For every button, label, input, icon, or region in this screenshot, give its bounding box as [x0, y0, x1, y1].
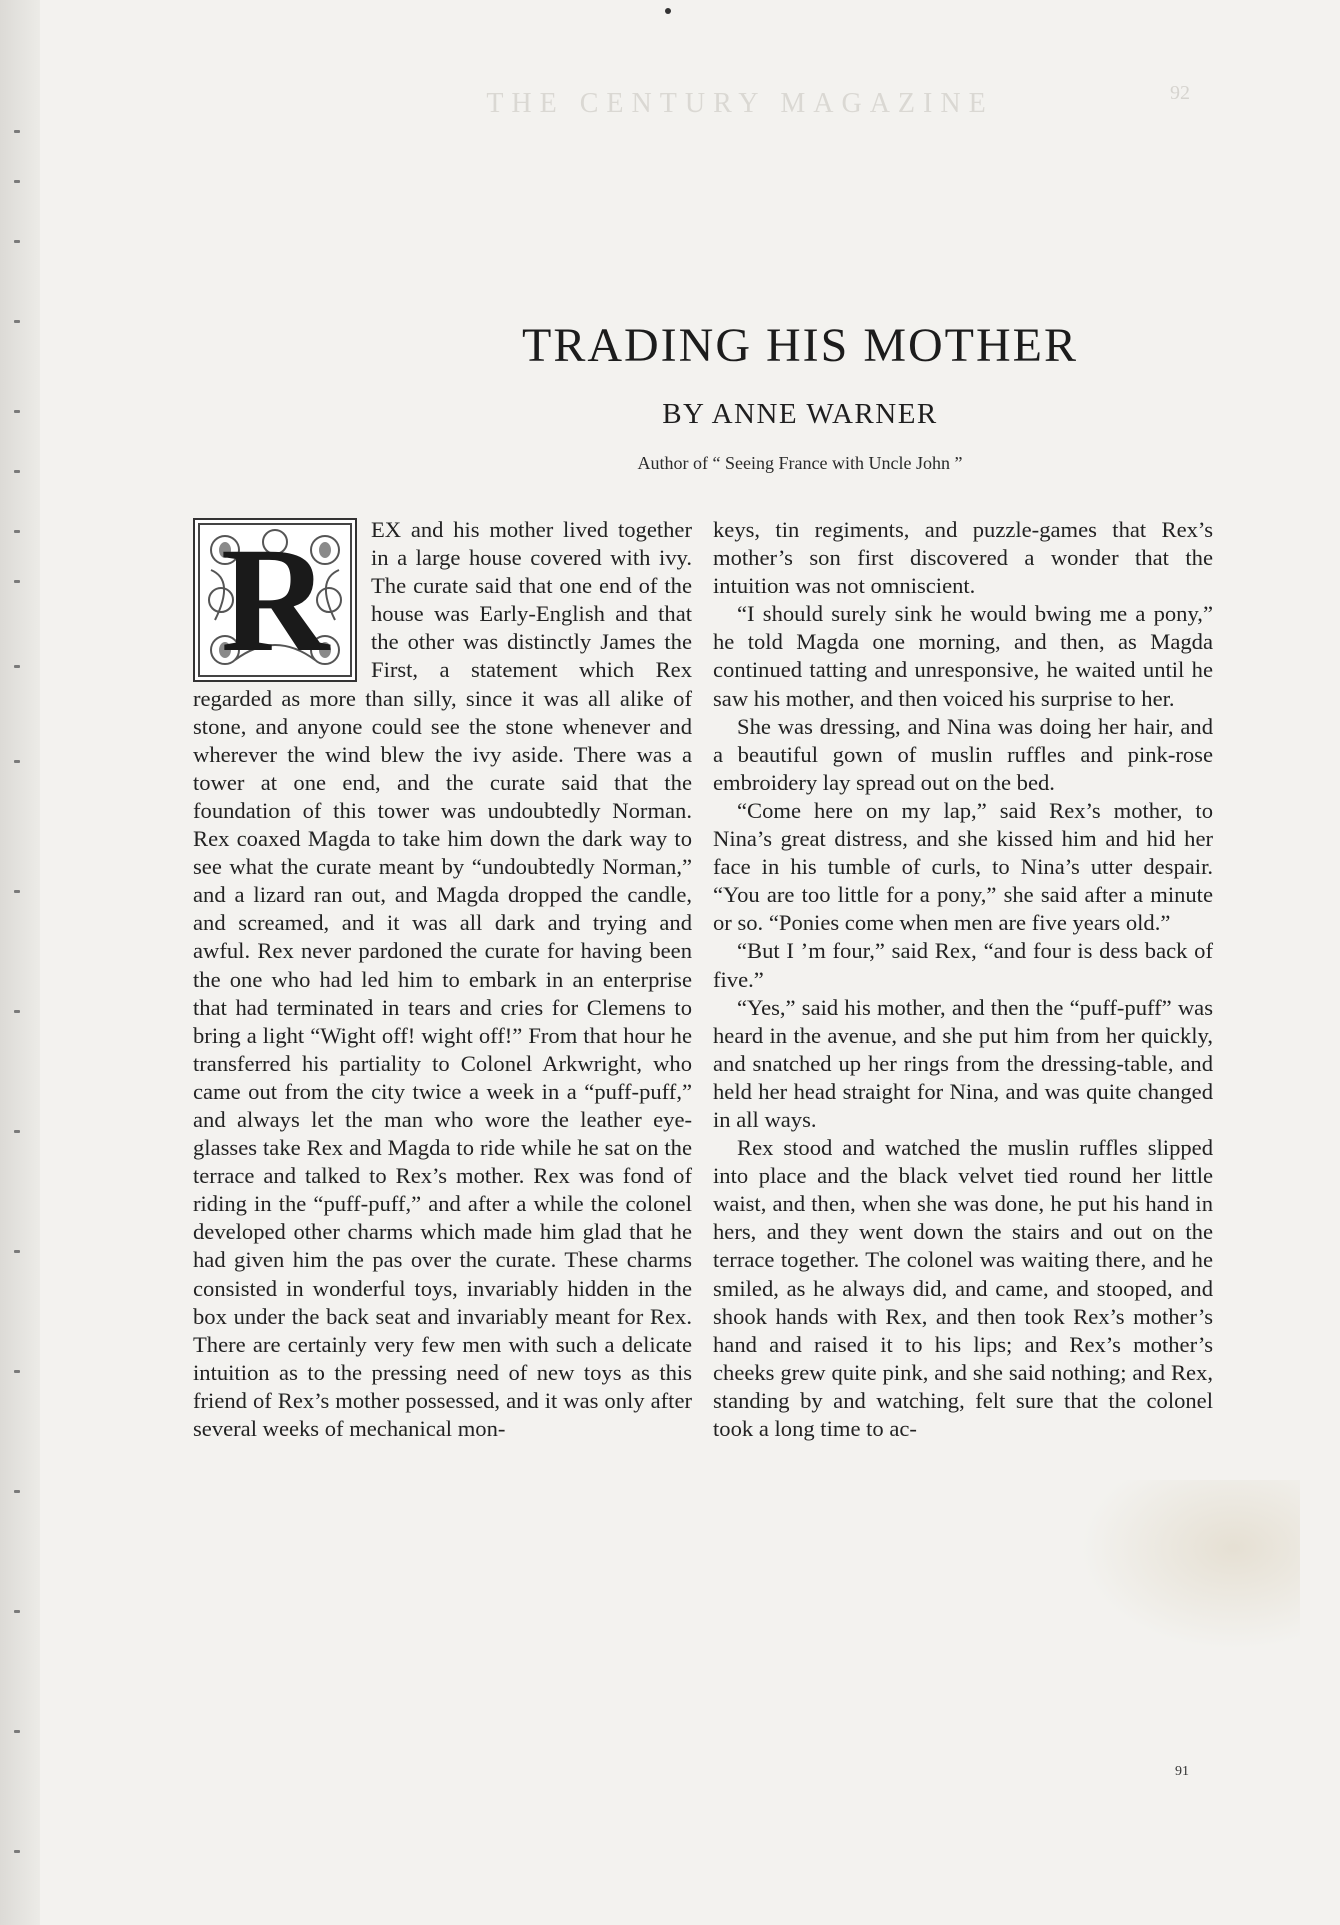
binding-mark [14, 470, 20, 473]
paragraph: keys, tin regiments, and puzzle-games that Rex’s mother’s son first discovered a wonder that the intuition was not omniscient. [713, 517, 1213, 599]
binding-mark [14, 760, 20, 763]
article-byline: BY ANNE WARNER [662, 398, 938, 430]
binding-mark [14, 130, 20, 133]
binding-mark [14, 240, 20, 243]
left-column [193, 516, 692, 1443]
paragraph: “Come here on my lap,” said Rex’s mother, to Nina’s great distress, and she kissed him and hid her face in his tumble of curls, to Nina’s utter despair. “You are too little for a pony,” she said after a minute or so. “Ponies come when men are five years old.” [713, 797, 1213, 936]
paragraph: “Yes,” said his mother, and then the “puff-puff” was heard in the avenue, and she put him from her quickly, and snatched up her rings from the dressing-table, and held her head straight for Nina, and was quite changed in all ways. [713, 994, 1213, 1132]
binding-mark [14, 1130, 20, 1133]
paragraph: Rex stood and watched the muslin ruffles slipped into place and the black velvet tied round her little waist, and then, when she was done, he put his hand in hers, and they went down the stairs and out on the terrace together. The colonel was waiting there, and he smiled, as he always did, and came, and stooped, and shook hands with Rex, and then took Rex’s mother’s hand and raised it to his lips; and Rex’s mother’s cheeks grew quite pink, and she said nothing; and Rex, standing by and watching, felt sure that the colonel took a long time to ac- [713, 1135, 1213, 1441]
ornamental-drop-cap [193, 518, 357, 682]
binding-mark [14, 1370, 20, 1373]
binding-mark [14, 320, 20, 323]
author-note: Author of “ Seeing France with Uncle John ” [637, 453, 963, 473]
page-ref-bleedthrough: 92 [1170, 82, 1190, 104]
binding-mark [14, 580, 20, 583]
binding-mark [14, 1010, 20, 1013]
binding-mark [14, 530, 20, 533]
article-title: TRADING HIS MOTHER [522, 319, 1078, 372]
binding-mark [14, 1610, 20, 1613]
binding-mark [14, 1250, 20, 1253]
binding-mark [14, 1850, 20, 1853]
binding-mark [14, 665, 20, 668]
right-column [713, 516, 1213, 1443]
running-head-bleedthrough: THE CENTURY MAGAZINE [486, 88, 994, 119]
binding-mark [14, 1490, 20, 1493]
page-edge [0, 0, 40, 1925]
paragraph: “I should surely sink he would bwing me a pony,” he told Magda one morning, and then, as Magda continued tatting and unresponsive, he waited until he saw his mother, and then voiced his surprise to her. [713, 601, 1213, 711]
paragraph: “But I ’m four,” said Rex, “and four is dess back of five.” [713, 938, 1213, 992]
drop-cap-letter: R [220, 517, 330, 683]
printer-dot [665, 8, 671, 14]
binding-mark [14, 1730, 20, 1733]
paragraph: She was dressing, and Nina was doing her hair, and a beautiful gown of muslin ruffles and pink-rose embroidery lay spread out on the bed. [713, 713, 1213, 795]
binding-mark [14, 410, 20, 413]
binding-mark [14, 180, 20, 183]
paragraph: EX and his mother lived together in a large house covered with ivy. The curate said that one end of the house was Early-English and that the other was distinctly James the First, a statement which Rex regarded as more than silly, since it was all alike of stone, and anyone could see the stone whenever and wherever the wind blew the ivy aside. There was a tower at one end, and the curate said that the foundation of this tower was undoubtedly Norman. Rex coaxed Magda to take him down the dark way to see what the curate meant by “undoubtedly Norman,” and a lizard ran out, and Magda dropped the candle, and screamed, and it was all dark and trying and awful. Rex never pardoned the curate for having been the one who had led him to embark in an enterprise that had terminated in tears and cries for Clemens to bring a light “Wight off! wight off!” From that hour he transferred his partiality to Colonel Arkwright, who came out from the city twice a week in a “puff-puff,” and always let the man who wore the leather eye-glasses take Rex and Magda to ride while he sat on the terrace and talked to Rex’s mother. Rex was fond of riding in the “puff-puff,” and after a while the colonel developed other charms which made him glad that he had given him the pas over the curate. These charms consisted in wonderful toys, invariably hidden in the box under the back seat and invariably meant for Rex. There are certainly very few men with such a delicate intuition as to the pressing need of new toys as this friend of Rex’s mother possessed, and it was only after several weeks of mechanical mon- [193, 517, 692, 1441]
page-number: 91 [1175, 1764, 1189, 1779]
binding-mark [14, 890, 20, 893]
